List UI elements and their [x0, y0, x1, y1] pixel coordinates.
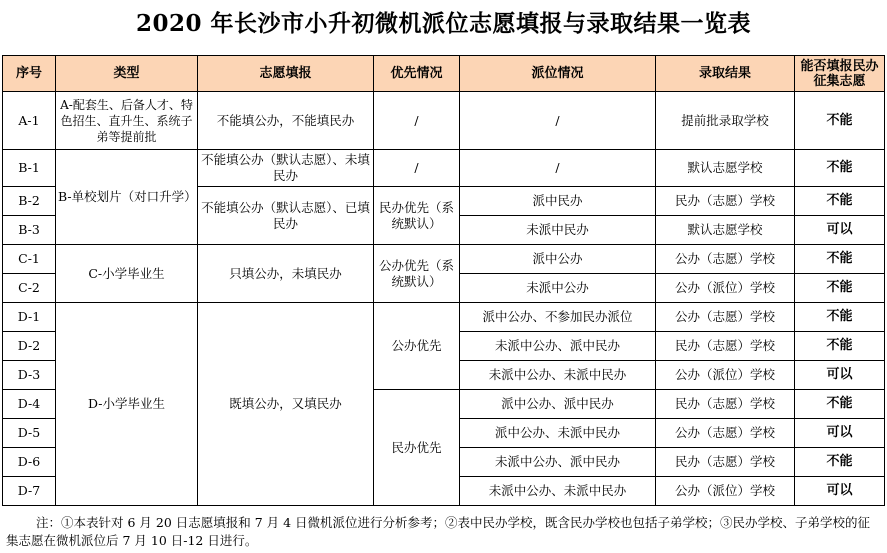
- result-cell: 默认志愿学校: [656, 150, 795, 187]
- result-cell: 公办（志愿）学校: [656, 419, 795, 448]
- fill-cell-c: 只填公办，未填民办: [198, 245, 374, 303]
- result-cell: 默认志愿学校: [656, 216, 795, 245]
- can-fill-cell: 不能: [795, 448, 885, 477]
- assign-cell: 未派中公办: [460, 274, 656, 303]
- seq-cell: D-7: [3, 477, 56, 506]
- can-fill-cell: 不能: [795, 92, 885, 150]
- seq-cell: D-5: [3, 419, 56, 448]
- priority-cell-b23: 民办优先（系统默认）: [374, 187, 460, 245]
- table-row: [3, 150, 885, 187]
- result-cell: 公办（志愿）学校: [656, 303, 795, 332]
- seq-cell: C-2: [3, 274, 56, 303]
- assign-cell: /: [460, 150, 656, 187]
- type-cell-a: A-配套生、后备人才、特色招生、直升生、系统子弟等提前批: [56, 92, 198, 150]
- assign-cell: 未派中公办、未派中民办: [460, 477, 656, 506]
- header-result: 录取结果: [656, 56, 795, 92]
- assign-cell: 未派中公办、未派中民办: [460, 361, 656, 390]
- assign-cell: 未派中民办: [460, 216, 656, 245]
- fill-cell-b23: 不能填公办（默认志愿）、已填民办: [198, 187, 374, 245]
- header-priority: 优先情况: [374, 56, 460, 92]
- can-fill-cell: 可以: [795, 477, 885, 506]
- seq-cell: D-1: [3, 303, 56, 332]
- header-fill: 志愿填报: [198, 56, 374, 92]
- seq-cell: B-2: [3, 187, 56, 216]
- can-fill-cell: 可以: [795, 216, 885, 245]
- fill-cell-b1: 不能填公办（默认志愿）、未填民办: [198, 150, 374, 187]
- seq-cell: B-1: [3, 150, 56, 187]
- type-cell-c: C-小学毕业生: [56, 245, 198, 303]
- assign-cell: 派中公办、未派中民办: [460, 419, 656, 448]
- seq-cell: C-1: [3, 245, 56, 274]
- can-fill-cell: 不能: [795, 150, 885, 187]
- can-fill-cell: 不能: [795, 274, 885, 303]
- result-cell: 公办（派位）学校: [656, 361, 795, 390]
- results-table: [2, 55, 885, 506]
- seq-cell: D-3: [3, 361, 56, 390]
- seq-cell: D-4: [3, 390, 56, 419]
- header-can-fill: 能否填报民办征集志愿: [795, 56, 885, 92]
- page-title: 2020 年长沙市小升初微机派位志愿填报与录取结果一览表: [135, 10, 752, 37]
- can-fill-cell: 不能: [795, 303, 885, 332]
- priority-cell-d-private: 民办优先: [374, 390, 460, 506]
- assign-cell: 派中民办: [460, 187, 656, 216]
- type-cell-b: B-单校划片（对口升学）: [56, 150, 198, 245]
- can-fill-cell: 可以: [795, 361, 885, 390]
- priority-cell-b1: /: [374, 150, 460, 187]
- result-cell: 提前批录取学校: [656, 92, 795, 150]
- seq-cell: D-2: [3, 332, 56, 361]
- result-cell: 民办（志愿）学校: [656, 448, 795, 477]
- can-fill-cell: 不能: [795, 187, 885, 216]
- assign-cell: 未派中公办、派中民办: [460, 448, 656, 477]
- header-assign: 派位情况: [460, 56, 656, 92]
- fill-cell-a: 不能填公办，不能填民办: [198, 92, 374, 150]
- result-cell: 民办（志愿）学校: [656, 332, 795, 361]
- assign-cell: 派中公办: [460, 245, 656, 274]
- assign-cell: /: [460, 92, 656, 150]
- seq-cell: D-6: [3, 448, 56, 477]
- result-cell: 公办（派位）学校: [656, 477, 795, 506]
- result-cell: 公办（派位）学校: [656, 274, 795, 303]
- assign-cell: 派中公办、派中民办: [460, 390, 656, 419]
- can-fill-cell: 不能: [795, 332, 885, 361]
- can-fill-cell: 可以: [795, 419, 885, 448]
- table-row: [3, 303, 885, 332]
- priority-cell-a: /: [374, 92, 460, 150]
- seq-cell: A-1: [3, 92, 56, 150]
- assign-cell: 派中公办、不参加民办派位: [460, 303, 656, 332]
- can-fill-cell: 不能: [795, 245, 885, 274]
- result-cell: 民办（志愿）学校: [656, 390, 795, 419]
- header-type: 类型: [56, 56, 198, 92]
- type-cell-d: D-小学毕业生: [56, 303, 198, 506]
- header-row: [3, 56, 885, 92]
- seq-cell: B-3: [3, 216, 56, 245]
- footnote: 注：①本表针对 6 月 20 日志愿填报和 7 月 4 日微机派位进行分析参考；②表中民办学校，既含民办学校也包括子弟学校；③民办学校、子弟学校的征集志愿在微机派位后 7 月 10 日-12 日进行。: [6, 515, 871, 548]
- priority-cell-d-public: 公办优先: [374, 303, 460, 390]
- result-cell: 公办（志愿）学校: [656, 245, 795, 274]
- priority-cell-c: 公办优先（系统默认）: [374, 245, 460, 303]
- result-cell: 民办（志愿）学校: [656, 187, 795, 216]
- assign-cell: 未派中公办、派中民办: [460, 332, 656, 361]
- table-row: [3, 92, 885, 150]
- fill-cell-d: 既填公办，又填民办: [198, 303, 374, 506]
- can-fill-cell: 不能: [795, 390, 885, 419]
- header-seq: 序号: [3, 56, 56, 92]
- table-row: [3, 245, 885, 274]
